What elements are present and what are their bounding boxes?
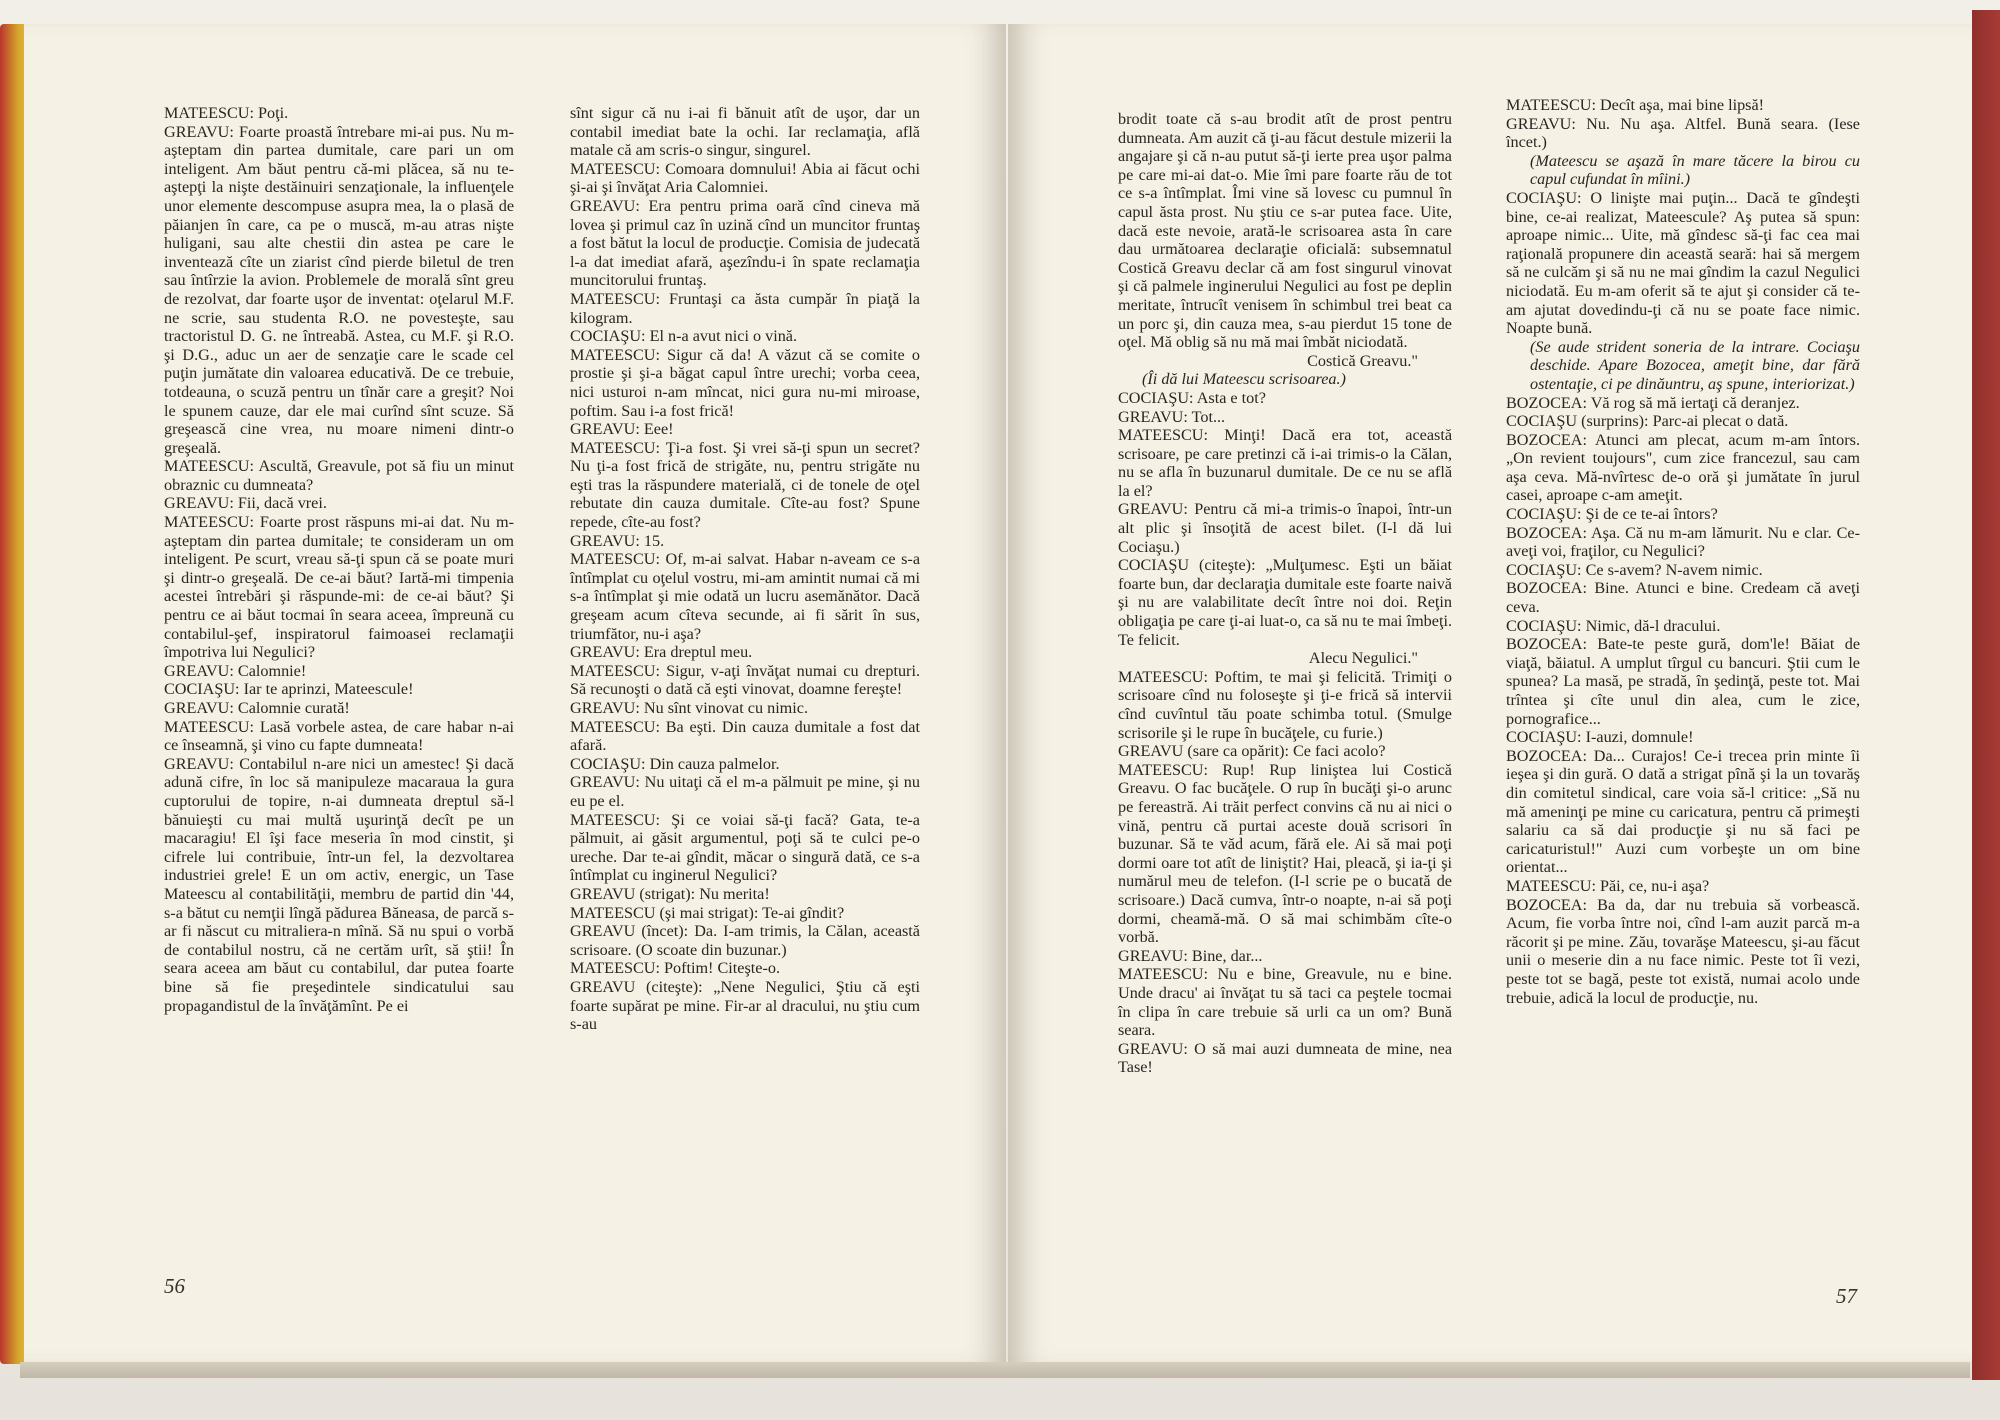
paragraph: MATEESCU: Rup! Rup liniştea lui Costică Greavu. O fac bucăţele. O rup în bucăţi şi-o arunc pe fereastră. Ai trăit perfect convins că nu ai nici o vină, pentru că purtai aceste două scrisori în buzunar. Să te văd acum, fără ele. Ai să mai poţi dormi oare tot atît de liniştit? Hai, pleacă, şi ia-ţi şi numărul meu de telefon. (I-l scrie pe o bucată de scrisoare.) Dacă cumva, într-o noapte, n-ai să poţi dormi, cheamă-mă. O să mai schimbăm cîte-o vorbă. xyxy=(1118,760,1452,947)
paragraph: GREAVU: Nu sînt vinovat cu nimic. xyxy=(570,699,809,717)
paragraph: COCIAŞU: El n-a avut nici o vină. xyxy=(570,327,798,346)
page-number-right: 57 xyxy=(1836,1284,1857,1308)
paragraph: GREAVU: Contabilul n-are nici un amestec! Şi dacă adună cifre, în loc să manipuleze macaraua la gura cuptorului de topire, n-ai dumneata dreptul să-l bănuieşti cu mai multă uşurinţă decît pe un macaragiu! El îşi face meseria în mod cinstit, şi cifrele lui contribuie, într-un fel, la dezvoltarea industriei grele! E un om activ, energic, un Tase Mateescu al contabilităţii, membru de partid din '44, s-a bătut cu nemţii lîngă pădurea Băneasa, de parcă s-ar fi născut cu mitraliera-n mînă. Să nu spui o vorbă de contabilul nostru, că ne certăm urît, să ştii! În seara aceea am băut cu contabilul, dar putea foarte bine să fie preşedintele sindicatului sau propagandistul de la învăţămînt. Pe ei xyxy=(164,754,514,1015)
paragraph: COCIAŞU: Ce s-avem? N-avem nimic. xyxy=(1506,560,1763,579)
paragraph: GREAVU: Era dreptul meu. xyxy=(570,643,753,662)
paragraph: COCIAŞU: Iar te aprinzi, Mateescule! xyxy=(164,680,414,699)
paragraph: BOZOCEA: Bine. Atunci e bine. Credeam că aveţi ceva. xyxy=(1506,579,1860,617)
paragraph: (Se aude strident soneria de la intrare. Cociaşu deschide. Apare Bozocea, ameţit bine, dar fără ostentaţie, ci pe dinăuntru, aş spune, interiorizat.) xyxy=(1530,337,1860,393)
paragraph: GREAVU: Bine, dar... xyxy=(1118,946,1263,965)
paragraph: GREAVU: Foarte proastă întrebare mi-ai pus. Nu m-aşteptam din partea dumitale, care pari un om inteligent. Am băut pentru că-mi plăcea, să nu te-aştepţi la nişte destăinuiri senzaţionale, la influenţele unor elemente descompuse asupra mea, la o plasă de păianjen în care, ca pe o muscă, m-au atras nişte huligani, sau alte chestii din astea pe care le inventează cîte un ziarist cînd pierde biletul de tren sau întîrzie la avion. Problemele de morală sînt greu de rezolvat, dar foarte uşor de inventat: oţelarul M.F. ne scrie, sau studenta R.O. ne povesteşte, sau tractoristul D. G. ne întreabă. Astea, cu M.F. şi R.O. şi D.G., aduc un aer de senzaţie care le scade cel puţin jumătate din valoarea educativă. De ce trebuie, totdeauna, o scuză pentru un tînăr care a greşit? Noi le spunem cauze, dar ele mai curînd sînt scuze. Să greşească cine vrea, nu moare nimeni dintr-o greşeală. xyxy=(164,122,514,457)
paragraph: Costică Greavu." xyxy=(1307,351,1418,370)
text-column-3 xyxy=(1118,110,1452,1077)
paragraph: GREAVU: O să mai auzi dumneata de mine, nea Tase! xyxy=(1118,1039,1452,1077)
paragraph: MATEESCU: Fruntaşi ca ăsta cumpăr în piaţă la kilogram. xyxy=(570,289,920,327)
paragraph: GREAVU (strigat): Nu merita! xyxy=(570,884,770,903)
paragraph: COCIAŞU: O linişte mai puţin... Dacă te gîndeşti bine, ce-ai realizat, Mateescule? Aş putea să spun: aproape nimic... Uite, mă gîndesc să-ţi fac cea mai raţională propunere din această seară: hai să mergem să ne culcăm şi să nu ne mai gîndim la cazul Negulici niciodată. Eu m-am oferit să te ajut şi consider că te-am ajutat dovedindu-ţi că nu se poate face nimic. Noapte bună. xyxy=(1506,188,1860,338)
paragraph: MATEESCU: Decît aşa, mai bine lipsă! xyxy=(1506,96,1765,114)
paragraph: MATEESCU: Poftim! Citeşte-o. xyxy=(570,959,780,978)
paragraph: MATEESCU: Minţi! Dacă era tot, această scrisoare, pe care pretinzi că i-ai trimis-o la Călan, nu se afla în buzunarul dumitale. De ce nu se află la el? xyxy=(1118,426,1452,500)
paragraph: GREAVU: Nu uitaţi că el m-a pălmuit pe mine, şi nu eu pe el. xyxy=(570,773,920,810)
paragraph: GREAVU: Pentru că mi-a trimis-o înapoi, într-un alt plic şi însoţită de acest bilet. (I-l dă lui Cociaşu.) xyxy=(1118,500,1452,556)
paragraph: GREAVU: 15. xyxy=(570,531,665,550)
paragraph: GREAVU: Eee! xyxy=(570,420,674,439)
book-cover-edge-right xyxy=(1972,10,2000,1380)
page-stack-edge xyxy=(20,1362,1970,1378)
paragraph: MATEESCU: Nu e bine, Greavule, nu e bine. Unde dracu' ai învăţat tu să taci ca peştele tocmai în clipa în care trebuie să urli ca un om? Bună seara. xyxy=(1118,965,1452,1040)
paragraph: COCIAŞU (citeşte): „Mulţumesc. Eşti un băiat foarte bun, dar declaraţia dumitale este foarte naivă şi nu are valabilitate decît între noi doi. Reţin obligaţia pe care ţi-ai luat-o, ca să nu te mai îmbeţi. Te felicit. xyxy=(1118,556,1452,649)
paragraph: MATEESCU (şi mai strigat): Te-ai gîndit? xyxy=(570,903,845,922)
paragraph: COCIAŞU: Şi de ce te-ai întors? xyxy=(1506,505,1718,524)
paragraph: COCIAŞU (surprins): Parc-ai plecat o dată. xyxy=(1506,412,1789,431)
paragraph: GREAVU (sare ca opărit): Ce faci acolo? xyxy=(1118,742,1386,761)
paragraph: GREAVU: Era pentru prima oară cînd cineva mă lovea şi primul caz în uzină cînd un muncitor fruntaş a fost bătut la locul de producţie. Comisia de judecată l-a dat imediat afară, aşezîndu-i în spate reclamaţia muncitorului fruntaş. xyxy=(570,196,920,290)
paragraph: COCIAŞU: Asta e tot? xyxy=(1118,388,1266,407)
text-column-4 xyxy=(1506,96,1860,1007)
paragraph: MATEESCU: Ţi-a fost. Şi vrei să-ţi spun un secret? Nu ţi-a fost frică de strigăte, nu, pentru strigăte nu eşti tras la răspundere materială, ci de tonele de oţel rebutate din cauza dumitale. Cîte-au fost? Spune repede, cîte-au fost? xyxy=(570,438,920,532)
paragraph: MATEESCU: Ba eşti. Din cauza dumitale a fost dat afară. xyxy=(570,717,920,755)
page-number-left: 56 xyxy=(164,1274,185,1298)
paragraph: COCIAŞU: Nimic, dă-l dracului. xyxy=(1506,616,1721,635)
paragraph: MATEESCU: Poţi. xyxy=(164,104,289,122)
paragraph: MATEESCU: Ascultă, Greavule, pot să fiu un minut obraznic cu dumneata? xyxy=(164,457,514,494)
paragraph: MATEESCU: Păi, ce, nu-i aşa? xyxy=(1506,876,1710,895)
paragraph: GREAVU (citeşte): „Nene Negulici, Ştiu că eşti foarte supărat pe mine. Fir-ar al dracului, nu ştiu cum s-au xyxy=(570,977,920,1034)
text-column-2 xyxy=(570,104,920,1034)
paragraph: MATEESCU: Comoara domnului! Abia ai făcut ochi şi-ai şi învăţat Aria Calomniei. xyxy=(570,159,920,197)
paragraph: BOZOCEA: Bate-te peste gură, dom'le! Băiat de viaţă, băiatul. A umplut tîrgul cu bancuri. Ştii cum le spunea? La masă, pe stradă, în şedinţă, peste tot. Mai trîntea şi cîte unul din alea, cum le zice, pornografice... xyxy=(1506,635,1860,728)
paragraph: BOZOCEA: Vă rog să mă iertaţi că deranjez. xyxy=(1506,393,1800,412)
paragraph: COCIAŞU: Din cauza palmelor. xyxy=(570,754,780,773)
paragraph: GREAVU (încet): Da. I-am trimis, la Călan, această scrisoare. (O scoate din buzunar.) xyxy=(570,922,920,959)
paragraph: MATEESCU: Poftim, te mai şi felicită. Trimiţi o scrisoare cînd nu foloseşte şi ţi-e frică să intervii cînd cuvîntul tău poate schimba totul. (Smulge scrisorile şi le rupe în bucăţele, cu furie.) xyxy=(1118,667,1452,742)
paragraph: (Îi dă lui Mateescu scrisoarea.) xyxy=(1142,370,1346,389)
paragraph: sînt sigur că nu i-ai fi bănuit atît de uşor, dar un contabil imediat bate la ochi. Iar reclamaţia, află matale că am scris-o singur, singurel. xyxy=(570,104,920,160)
text-column-1 xyxy=(164,104,514,1015)
paragraph: GREAVU: Fii, dacă vrei. xyxy=(164,494,327,513)
paragraph: BOZOCEA: Atunci am plecat, acum m-am întors. „On revient toujours", cum zice francezul, sau cam aşa ceva. Mă-nvîrtesc de-o oră şi jumătate în jurul casei, aproape c-am ameţit. xyxy=(1506,430,1860,505)
paragraph: brodit toate că s-au brodit atît de prost pentru dumneata. Am auzit că ţi-au făcut destule mizerii la angajare şi că n-au putut să-ţi ierte prea uşor palma pe care mi-ai dat-o. Mie îmi pare foarte rău de tot ce s-a întîmplat. Îmi vine să lovesc cu pumnul în capul ăsta prost. Nu ştiu ce s-ar putea face. Uite, dacă este nevoie, arată-le scrisoarea asta în care dau următoarea declaraţie oficială: subsemnatul Costică Greavu declar că am fost singurul vinovat şi că palmele inginerului Negulici au fost pe deplin meritate, întrucît venisem în schimbul trei beat ca un porc şi, din cauza mea, s-au pierdut 15 tone de oţel. Mă oblig să nu mă mai îmbăt niciodată. xyxy=(1118,110,1452,352)
paragraph: GREAVU: Calomnie! xyxy=(164,661,307,680)
paragraph: GREAVU: Calomnie curată! xyxy=(164,699,350,717)
paragraph: MATEESCU: Of, m-ai salvat. Habar n-aveam ce s-a întîmplat cu oţelul vostru, mi-am amintit numai că mi s-a întîmplat şi mie odată un lucru asemănător. Dacă greşeam acum cîteva secunde, ai fi sărit în sus, triumfător, nu-i aşa? xyxy=(570,550,920,643)
paragraph: GREAVU: Tot... xyxy=(1118,407,1226,426)
paragraph: BOZOCEA: Aşa. Că nu m-am lămurit. Nu e clar. Ce-aveţi voi, fraţilor, cu Negulici? xyxy=(1506,523,1860,561)
paragraph: (Mateescu se aşază în mare tăcere la birou cu capul cufundat în mîini.) xyxy=(1530,151,1860,189)
paragraph: MATEESCU: Foarte prost răspuns mi-ai dat. Nu m-aşteptam din partea dumitale; te consideram un om inteligent. Pe scurt, vreau să-ţi spun că se poate muri şi dintr-o greşeală. De ce-ai băut? Iartă-mi timpenia acestei întrebări şi răspunde-mi: de ce-ai băut? Şi pentru ce ai băut tocmai în seara aceea, împreună cu contabilul-şef, inspiratorul faimoasei reclamaţii împotriva lui Negulici? xyxy=(164,513,514,662)
paragraph: Alecu Negulici." xyxy=(1308,649,1418,668)
paragraph: MATEESCU: Lasă vorbele astea, de care habar n-ai ce înseamnă, şi vino cu fapte dumneata! xyxy=(164,717,514,755)
paragraph: GREAVU: Nu. Nu aşa. Altfel. Bună seara. (Iese încet.) xyxy=(1506,114,1860,152)
paragraph: MATEESCU: Şi ce voiai să-ţi facă? Gata, te-a pălmuit, ai găsit argumentul, poţi să te culci pe-o ureche. Dar te-ai gîndit, măcar o singură dată, ce s-a întîmplat cu inginerul Negulici? xyxy=(570,810,920,885)
paragraph: MATEESCU: Sigur că da! A văzut că se comite o prostie şi şi-a băgat capul între urechi; vorba ceea, nici usturoi n-am mîncat, nici gura nu-mi miroase, poftim. Sau i-a fost frică! xyxy=(570,345,920,420)
paragraph: MATEESCU: Sigur, v-aţi învăţat numai cu drepturi. Să recunoşti o dată că eşti vinovat, doamne fereşte! xyxy=(570,661,920,699)
paragraph: BOZOCEA: Da... Curajos! Ce-i trecea prin minte îi ieşea şi din gură. O dată a strigat pînă şi la un tovarăş din comitetul sindical, care voia să-l critice: „Să nu mă ameninţi pe mine cu caricatura, pentru că primeşti salariu ca să dai producţie şi nu să faci pe caricaturistul!" Auzi cum vorbeşte un om bine orientat... xyxy=(1506,746,1860,877)
paragraph: COCIAŞU: I-auzi, domnule! xyxy=(1506,728,1694,747)
paragraph: BOZOCEA: Ba da, dar nu trebuia să vorbească. Acum, fie vorba între noi, cînd l-am auzit parcă m-a răcorit şi pe mine. Zău, tovarăşe Mateescu, şi-au făcut unii o meserie din a nu face nimic. Peste tot îi vezi, peste tot se bagă, peste tot există, numai acolo unde trebuie, adică la locul de producţie, nu. xyxy=(1506,895,1860,1007)
